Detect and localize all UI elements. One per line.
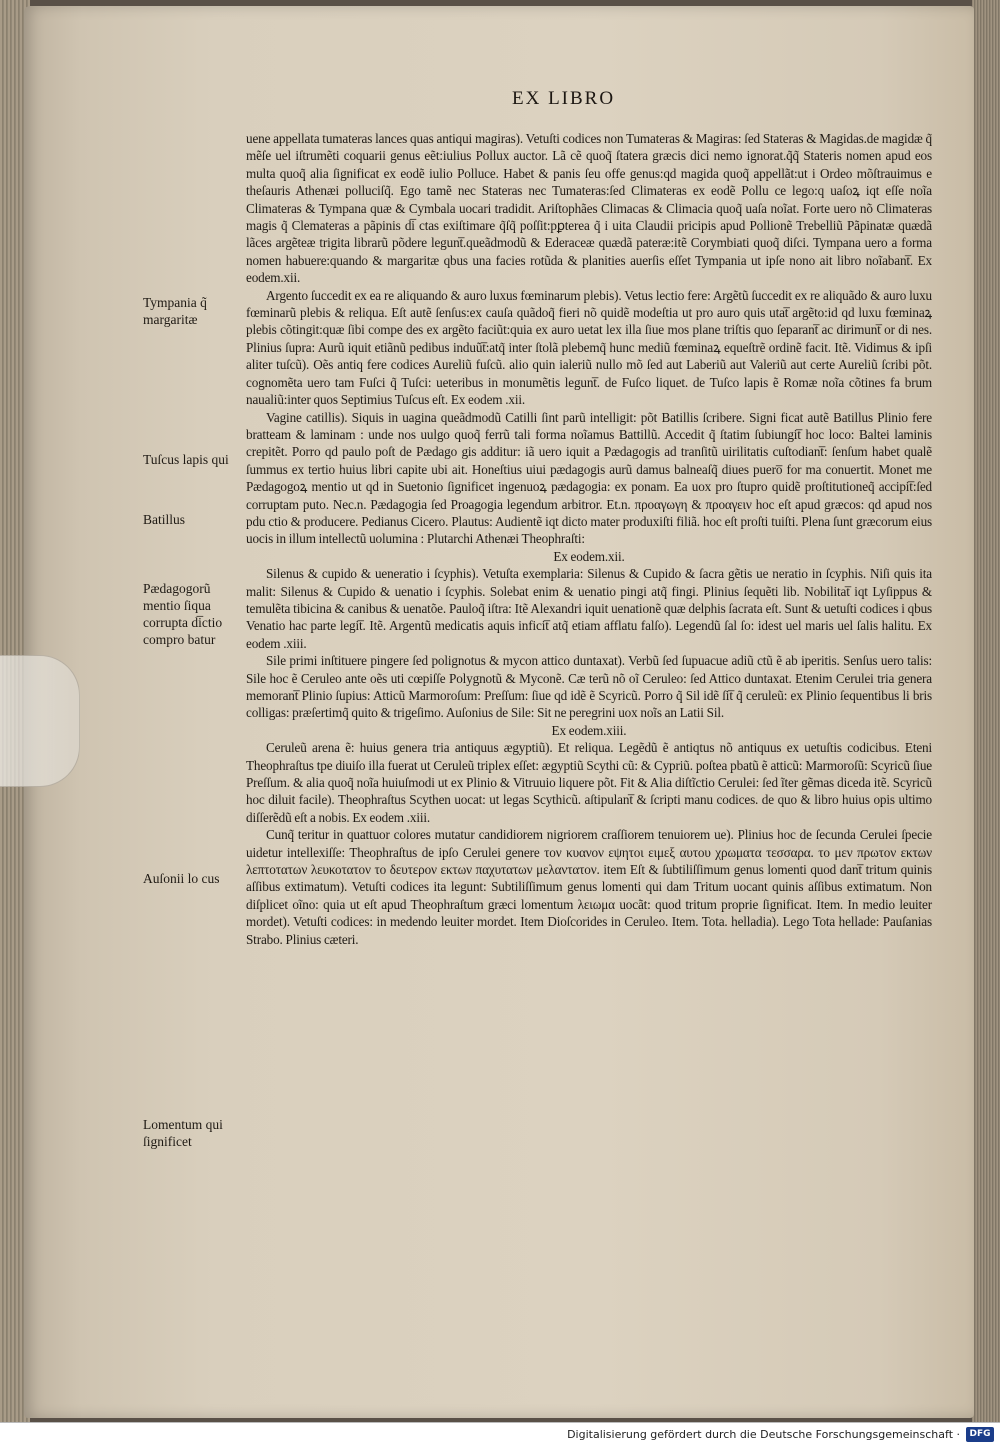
commentary-paragraph: Argento ſuccedit ex ea re aliquando & auro luxus fœminarum plebis). Vetus lectio fere: Argẽtũ ſuccedit ex re aliquãdo & auro luxu fœminarũ plebis & reliqua. Eſt autẽ ſenſus:ex cauſa quãdoq̃ fieri nõ quidẽ modeſtia ut pro auro quis utat̅ argẽto:id qd luxu fœminaꝝ plebis cõtingit:quæ ſibi compe des ex argẽto faciũt:quia ex auro uetat lex illa ſiue mos plane triſtis quo ſeparant̅ ac dirimunt̅ or di nes. Plinius ſupra: Aurũ iquit etiãnũ pedibus induũt̅:atq̃ inter ſtolã plebemq̃ hunc mediũ fœminaꝝ equeſtrẽ ordinẽ facit. Itẽ. Vidimus & ipſi aliter tuſcũ). Oẽs antiq fere codices Aureliũ fuſcũ. alio quin ialeriũ nullo mõ ſed aut Laberiũ aut Valeriũ aut certe Aureliũ ſcribi põt. cognomẽta uero tam Fuſci q̃ Tuſci: ueteribus in monumẽtis legunt̅. de Fuſco liquet. de Tuſco lapis ẽ Romæ noĩa cõtines fa brum naualiũ:inter quos Septimius Tuſcus eſt. Ex eodem .xii.: [246, 287, 932, 408]
commentary-paragraph: Silenus & cupido & ueneratio i ſcyphis). Vetuſta exemplaria: Silenus & Cupido & ſacra gẽtis ue neratio in ſcyphis. Niſi quis ita malit: Silenus & Cupido & uenatio i ſcyphis. Solebat enim & uenatio pingi atq̃ fingi. Plinius ſequẽti lib. Nobilitat̅ iqt Lyſippus & temulẽta tibicina & canibus & uenatõe. Pauloq̃ iſtra: Itẽ Alexandri iquit uenationẽ quæ delphis ſacrata eſt. Sunt & uetuſti codices i qbus Venatio hac parte legit̅. Itẽ. Argentũ medicatis aquis inficit̅ atq̃ etiam afflatu falſo). Legendũ ſal ſo: idest uel maris uel ſalis halitu. Ex eodem .xiii.: [246, 566, 932, 651]
funding-notice: Digitalisierung gefördert durch die Deutsche Forschungsgemeinschaft ·: [567, 1428, 960, 1441]
commentary-paragraph: Vagine catillis). Siquis in uagina queãdmodũ Catilli ſint parũ intelligit: põt Batillis ſcribere. Signi ficat autẽ Batillus Plinio fere bratteam & laminam : unde nos uulgo quoq̃ ferrũ tali forma noĩamus Battillũ. Accedit q̃ ſtatim ſubiungit̅ hoc loco: Baltei laminis crepitẽt. Porro qd paulo poſt de Pædago gis additur: iã uero iquit a Pædagogis ad tranſitũ uirilitatis cuſtodiant̅: ſenſum habet qualẽ ſummus ex tertio huius libri capite ubi ait. Honeſtius uiui pædagogis aurũ damus balneaſq̃ diues puero̅ for ma conuertit. Monet me Pædagogoꝝ mentio ut qd in Suetonio ſignificet ingenuoꝝ pædagogia: ex ponam. Ea uox pro ſtupro quidẽ proſtitutioneq̃ accipit̅:ſed corruptam puto. Nec.n. Pædagogia ſed Proagogia legendum arbitror. Et.n. προαγωγη & προαγειν hoc eſt apud græcos: qd apud nos pdu ctio & producere. Pedianus Cicero. Plautus: Audientẽ iqt dicto mater produxiſti filiã. hoc eſt proſti tuiſti. Plena ſunt græcorum eius uocis in illum intellectũ uolumina : Plutarchi Athenæi Theophraſti:: [246, 409, 932, 547]
marginal-note: Pædagogorũ mentio ſiqua corrupta di̅ctio compro batur: [143, 581, 223, 647]
marginal-note: Tuſcus lapis qui: [143, 452, 229, 467]
digitization-footer: [0, 1422, 1000, 1448]
dfg-logo-icon: DFG: [966, 1427, 994, 1442]
marginal-note: Lomentum qui ſignificet: [143, 1117, 223, 1149]
page-stack-right-edge: [972, 0, 1000, 1422]
running-head: EX LIBRO: [512, 88, 616, 109]
section-reference: Ex eodem.xii.: [553, 548, 625, 564]
main-text-block: [246, 130, 932, 948]
marginal-note: Tympania q̃ margaritæ: [143, 295, 207, 327]
paper-slip: [0, 655, 80, 787]
commentary-paragraph: Ceruleũ arena ẽ: huius genera tria antiquus ægyptiũ). Et reliqua. Legẽdũ ẽ antiqtus nõ antiquus ex uetuſtis codicibus. Eteni Theophraſtus tpe diuiſo illa fuerat ut Ceruleũ triplex eſſet: ægyptiũ Scythi cũ: & Cypriũ. poſtea pbatũ ẽ atticũ: Marmoroſũ: Scyricũ ſiue Preſſum. & alia quoq̃ noĩa huiuſmodi ut ex Plinio & Vitruuio liquere põt. Fit & Alia diſtĩctio Cerulei: ſed ĩter gẽmas diceda itẽ. Scyricũ hoc diluit facile). Theophraſtus Scythen uocat: ut legas Scythicũ. aſtipulant̅ & ſcripti manu codices. de quo & libro huius opis ultimo diſſerẽdũ eſt a nobis. Ex eodem .xiii.: [246, 740, 932, 825]
marginal-note: Auſonii lo cus: [143, 871, 220, 886]
marginal-note: Batillus: [143, 512, 186, 527]
commentary-paragraph: Sile primi inſtituere pingere ſed polignotus & mycon attico duntaxat). Verbũ ſed ſupuacue adiũ ctũ ẽ ab iperitis. Senſus uero talis: Sile hoc ẽ Ceruleo ante oẽs uti cœpiſſe Polygnotũ & Myconẽ. Cæ terũ nõ oĩ Ceruleo: ſed Attico duntaxat. Etenim Cerulei tria genera memorant̅ Plinio ſupius: Atticũ Marmoroſum: Preſſum: ſiue qd idẽ ẽ Scyricũ. Porro q̃ Sil idẽ ſit̅ q̃ ceruleũ: ex Plinio ſequentibus li bris colligas: præſertimq̃ quito & trigeſimo. Auſonius de Sile: Sit ne peregrini uox noĩs an Latii Sil.: [246, 653, 932, 721]
commentary-paragraph: uene appellata tumateras lances quas antiqui magiras). Vetuſti codices non Tumateras & Magiras: ſed Stateras & Magidas.de magidæ q̃ mẽſe uel iſtrumẽti coquarii genus eẽt:iulius Pollux auctor. Lã cẽ quoq̃ ſtatera græcis dici nemo ignorat.q̃q̃ Stateris nomen apud eos multa quoq̃ alia ſignificat ex eodẽ iulio Polluce. Habet & panis ſeu offe genus:qd magida quoq̃ appellãt:ut i Ordeo mõſtrauimus e theſauris Athenæi polluciſq̃. Ego tamẽ nec Stateras nec Tumateras:ſed Climateras ex eodẽ Pollu ce lego:q uaſoꝝ iqt eſſe noĩa Climateras & Tympana quæ & Cymbala uocari tradidit. Ariſtophães Climacas & Climacia quoq̃ uaſa noĩat. Forte uero nõ Climateras magis q̃ Clemateras a pãpinis di̅ ctas exiſtimare q̃ſq̃ poſſit:pꝑterea q̃ i uita Claudii pricipis apud Pollionẽ Trebelliũ Pãpinatæ quædã lãces argẽteæ trigita librarũ põdere legunt̅.queãdmodũ & Ederaceæ quædã pateræ:itẽ Corymbiati quoq̃ diſci. Tympana uero a forma nomen habuere:quando & margaritæ qbus una facies rotũda & planities auerſis eſſet Tympania ut ipſe nono ait libro noĩabant̅. Ex eodem.xii.: [246, 131, 932, 286]
commentary-paragraph: Cunq̃ teritur in quattuor colores mutatur candidiorem nigriorem craſſiorem tenuiorem ue). Plinius hoc de ſecunda Cerulei ſpecie uidetur intellexiſſe: Theophraſtus de ipſo Cerulei genere τον κυανον εψητοι ειμεξ αυτου χρωματα τεσσαρα. το μεν πρωτον εκτων λεπτοτατων λευκοτατον το δευτερον εκτων παχυτατων μελαντατον. item Eſt & ſubtiliſſimum genus lomenti quod dant̅ tritum quinis aſſibus extimatum). Vetuſti codices ita legunt: Subtiliſſimum genus lomenti qui dam Tritum uocant quinis aſſibus extimatum. Non diſplicet oĩno: quia ut eſt apud Theophraſtum græci lomentum λειωμα uocãt: quod tritum proprie ſignificat. Item. In medio leuiter mordet). Vetuſti codices: in medendo leuiter mordet. Item Dioſcorides in Ceruleo. Item. Tota. helladia). Lego Tota hellade: Pauſanias Strabo. Plinius cæteri.: [246, 827, 932, 947]
section-reference: Ex eodem.xiii.: [551, 722, 627, 738]
